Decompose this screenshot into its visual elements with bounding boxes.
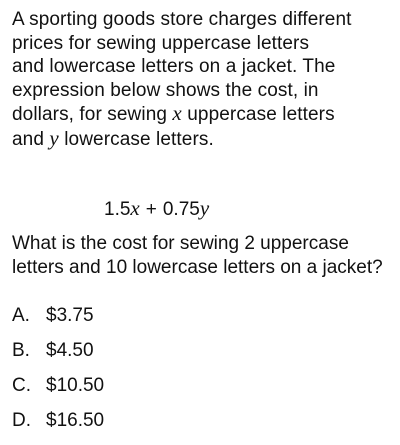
expression-variable-x: x (130, 196, 140, 220)
choice-letter: B. (12, 340, 30, 361)
stem-line: prices for sewing uppercase letters (12, 32, 310, 54)
stem-text: lowercase letters. (64, 128, 214, 150)
choice-amount: $16.50 (46, 410, 105, 431)
stem-text: and (12, 128, 45, 150)
choice-letter: A. (12, 305, 30, 326)
cost-expression (104, 196, 209, 222)
choice-letter: D. (12, 410, 31, 431)
coefficient-y: 0.75 (162, 199, 200, 220)
variable-x: x (172, 101, 182, 126)
expression-variable-y: y (199, 196, 210, 220)
answer-choice-b[interactable] (12, 339, 94, 363)
coefficient-x: 1.5 (104, 199, 131, 220)
choice-amount: $4.50 (46, 340, 94, 361)
choice-letter: C. (12, 375, 31, 396)
plus-operator: + (145, 199, 157, 220)
prompt-line: What is the cost for sewing 2 uppercase (12, 233, 349, 254)
question-prompt (12, 232, 398, 280)
stem-line: expression below shows the cost, in (12, 79, 319, 101)
answer-choice-d[interactable] (12, 409, 104, 433)
answer-choice-a[interactable] (12, 304, 94, 328)
stem-text: dollars, for sewing (12, 104, 168, 126)
choice-amount: $10.50 (46, 375, 105, 396)
stem-text: uppercase letters (187, 104, 335, 126)
stem-line: A sporting goods store charges different (12, 9, 352, 30)
variable-y: y (49, 125, 59, 150)
prompt-line: letters and 10 lowercase letters on a jacket? (12, 257, 383, 278)
stem-line: and lowercase letters on a jacket. The (12, 56, 336, 78)
answer-choice-c[interactable] (12, 374, 104, 398)
stem-line (12, 127, 398, 152)
stem-line (12, 102, 398, 127)
choice-amount: $3.75 (46, 305, 94, 326)
question-stem (12, 8, 398, 152)
